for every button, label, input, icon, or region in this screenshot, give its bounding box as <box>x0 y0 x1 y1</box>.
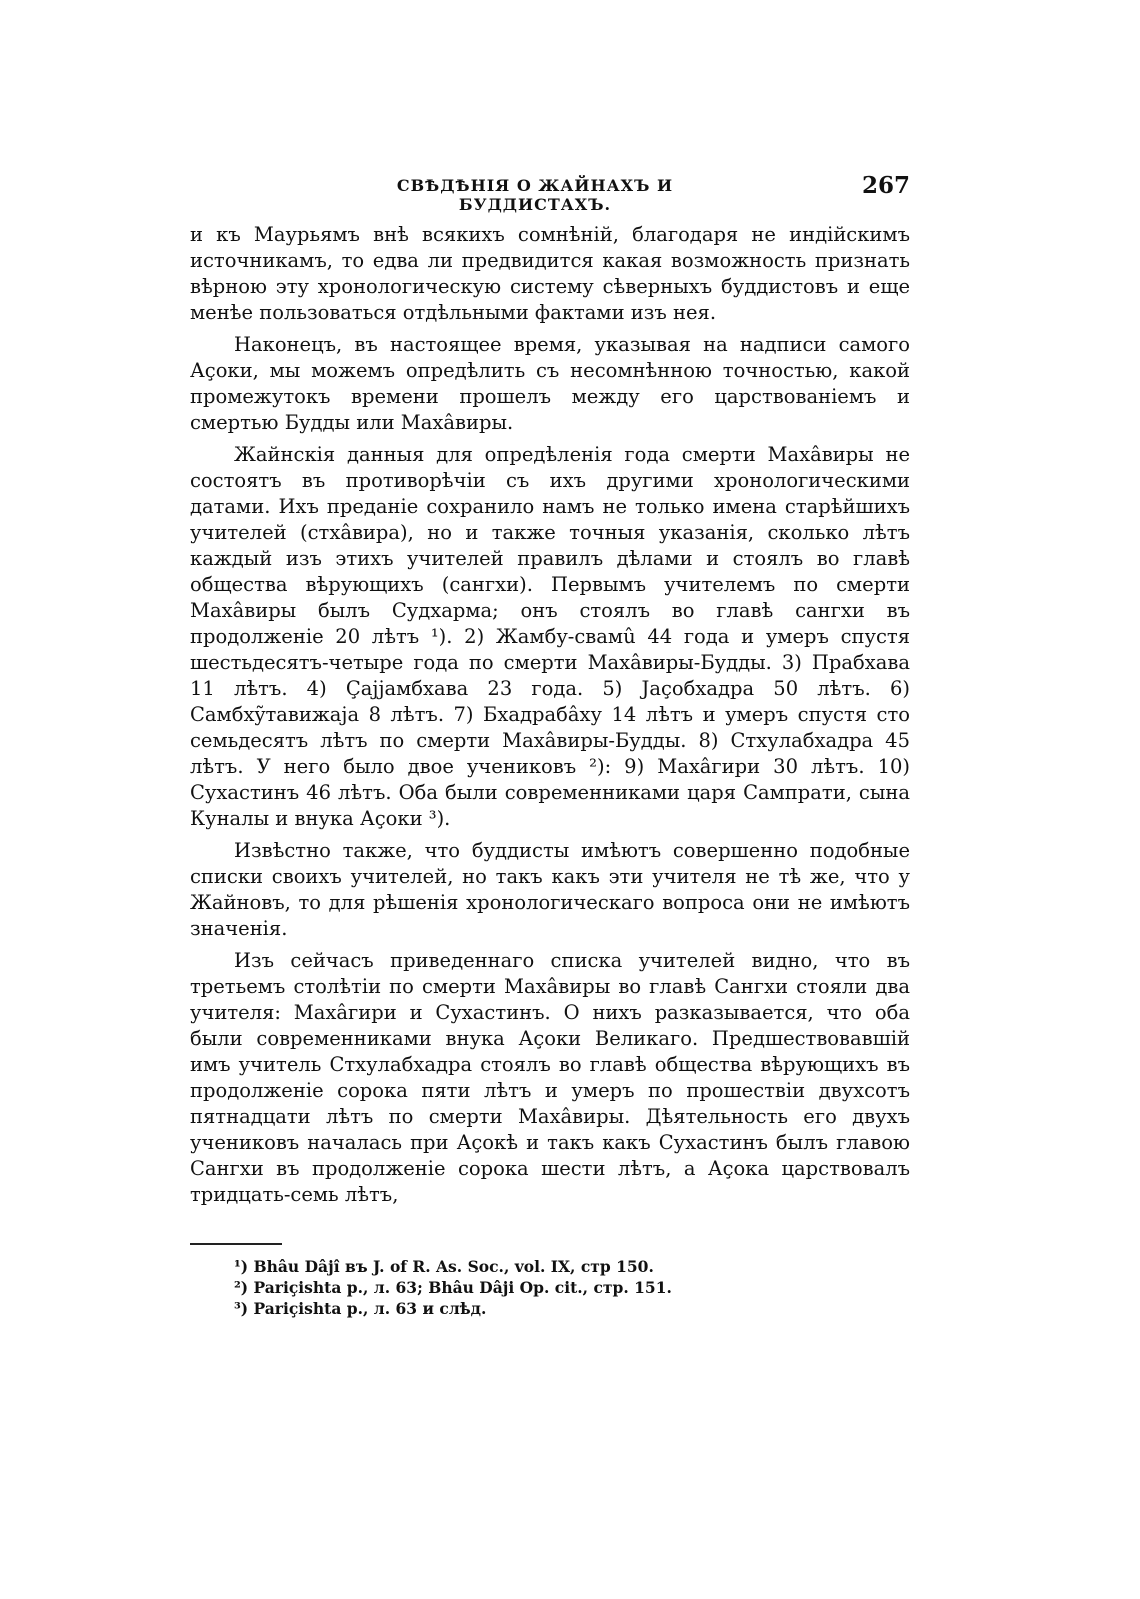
running-title: СВѢДѢНІЯ О ЖАЙНАХЪ И БУДДИСТАХЪ. <box>396 176 674 214</box>
footnotes <box>234 1256 774 1319</box>
footnote-divider <box>190 1243 282 1245</box>
paragraph: и къ Маурьямъ внѣ всякихъ сомнѣній, благодаря не индійскимъ источникамъ, то едва ли предвидится какая возможность признать вѣрною эту хронологическую систему сѣверныхъ буддистовъ и еще менѣе пользоваться отдѣльными фактами изъ нея. <box>190 223 910 324</box>
footnote: ¹) Bhâu Dâjî въ J. of R. As. Soc., vol. IX, стр 150. <box>234 1257 654 1276</box>
body-text <box>190 222 910 1214</box>
paragraph: Наконецъ, въ настоящее время, указывая на надписи самого Аҫоки, мы можемъ опредѣлить съ несомнѣнною точностью, какой промежутокъ времени прошелъ между его царствованіемъ и смертью Будды или Махâвиры. <box>190 333 910 434</box>
paragraph: Извѣстно также, что буддисты имѣютъ совершенно подобные списки своихъ учителей, но такъ какъ эти учителя не тѣ же, что у Жайновъ, то для рѣшенія хронологическаго вопроса они не имѣютъ значенія. <box>190 839 910 940</box>
footnote: ³) Pariçishta p., л. 63 и слѣд. <box>234 1299 487 1318</box>
paragraph: Изъ сейчасъ приведеннаго списка учителей видно, что въ третьемъ столѣтіи по смерти Махâвиры во главѣ Сангхи стояли два учителя: Махâгири и Сухастинъ. О нихъ разказывается, что оба были современниками внука Аҫоки Великаго. Предшествовавшій имъ учитель Стхулабхадра стоялъ во главѣ общества вѣрующихъ въ продолженіе сорока пяти лѣтъ и умеръ по прошествіи двухсотъ пятнадцати лѣтъ по смерти Махâвиры. Дѣятельность его двухъ учениковъ началась при Аҫокѣ и такъ какъ Сухастинъ былъ главою Сангхи въ продолженіе сорока шести лѣтъ, а Аҫока царствовалъ тридцать-семь лѣтъ, <box>190 949 910 1206</box>
footnote: ²) Pariçishta p., л. 63; Bhâu Dâji Op. cit., стр. 151. <box>234 1278 672 1297</box>
page-number: 267 <box>861 172 910 199</box>
page-header <box>190 172 910 214</box>
paragraph: Жайнскія данныя для опредѣленія года смерти Махâвиры не состоятъ въ противорѣчіи съ ихъ другими хронологическими датами. Ихъ преданіе сохранило намъ не только имена старѣйшихъ учителей (стхâвира), но и также точныя указанія, сколько лѣтъ каждый изъ этихъ учителей правилъ дѣлами и стоялъ во главѣ общества вѣрующихъ (сангхи). Первымъ учителемъ по смерти Махâвиры былъ Судхарма; онъ стоялъ во главѣ сангхи въ продолженіе 20 лѣтъ ¹). 2) Жамбу-свамû 44 года и умеръ спустя шестьдесятъ-четыре года по смерти Махâвиры-Будды. 3) Прабхава 11 лѣтъ. 4) Ҫаjjамбхава 23 года. 5) Јаҫобхадра 50 лѣтъ. 6) Самбхỹтавижаја 8 лѣтъ. 7) Бхадрабâху 14 лѣтъ и умеръ спустя сто семьдесятъ лѣтъ по смерти Махâвиры-Будды. 8) Стхулабхадра 45 лѣтъ. У него было двое учениковъ ²): 9) Махâгири 30 лѣтъ. 10) Сухастинъ 46 лѣтъ. Оба были современниками царя Сампрати, сына Куналы и внука Аҫоки ³). <box>190 443 910 830</box>
